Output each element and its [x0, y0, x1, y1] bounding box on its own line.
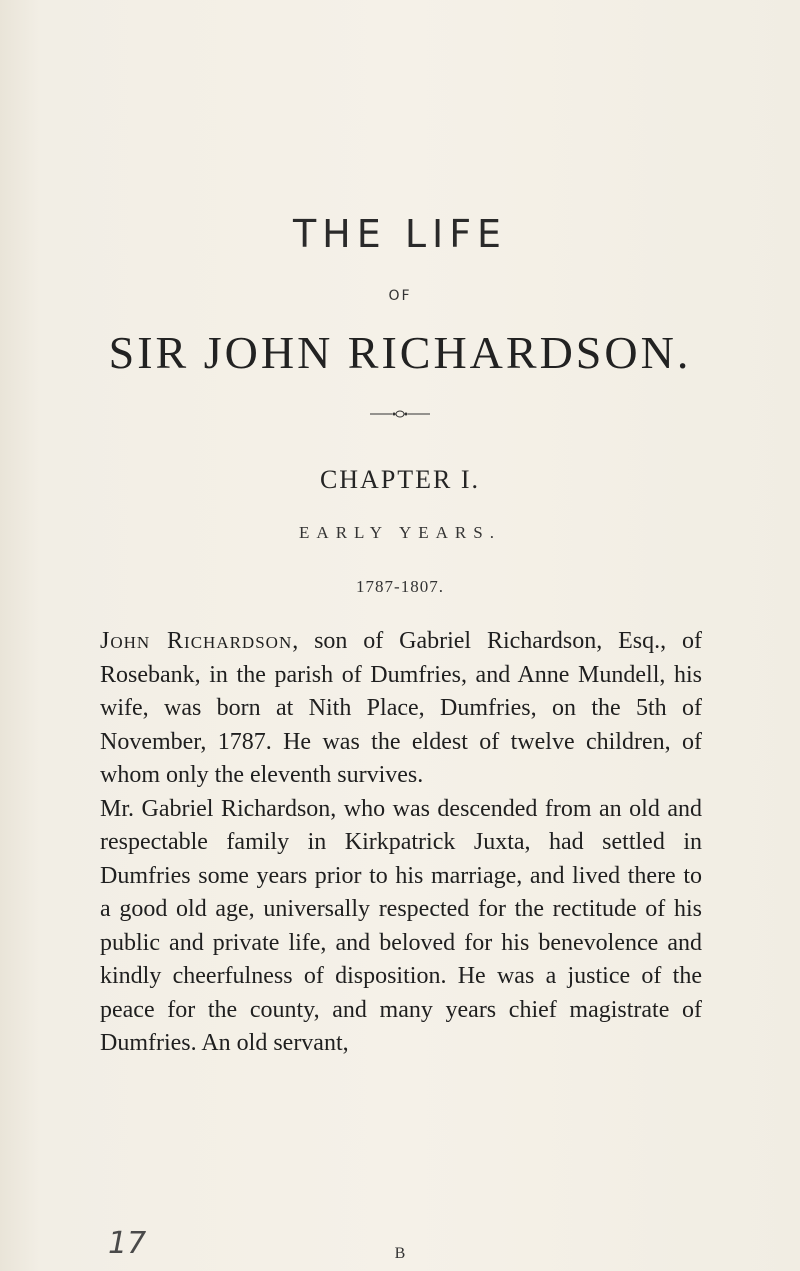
signature-mark: B [394, 1245, 406, 1262]
body-text [100, 625, 702, 1061]
chapter-dates: 1787-1807. [356, 577, 444, 596]
handwritten-note: 17 [108, 1226, 147, 1261]
chapter-heading: CHAPTER I. [319, 465, 481, 494]
paragraph-1 [100, 625, 702, 793]
paragraph-2: Mr. Gabriel Richardson, who was descended from an old and respectable family in Kirkpatrick Juxta, had settled in Dumfries some years prior to his marriage, and lived there to a good old age, universally respected for the rectitude of his public and private life, and beloved for his benevolence and kindly cheerfulness of disposition. He was a justice of the peace for the county, and many years chief magistrate of Dumfries. An old servant, [100, 795, 702, 1056]
paragraph-1-text: , son of Gabriel Richardson, Esq., of Rosebank, in the parish of Dumfries, and Anne Mundell, his wife, was born at Nith Place, Dumfries, on the 5th of November, 1787. He was the eldest of twelve children, of whom only the eleventh survives. [100, 628, 702, 788]
name-small-caps: John Richardson [100, 628, 293, 654]
ornament-divider [370, 410, 430, 418]
title-the-life: THE LIFE [292, 212, 508, 256]
chapter-subtitle: EARLY YEARS. [299, 523, 501, 542]
title-of: OF [388, 288, 412, 304]
title-name: SIR JOHN RICHARDSON. [108, 327, 692, 378]
